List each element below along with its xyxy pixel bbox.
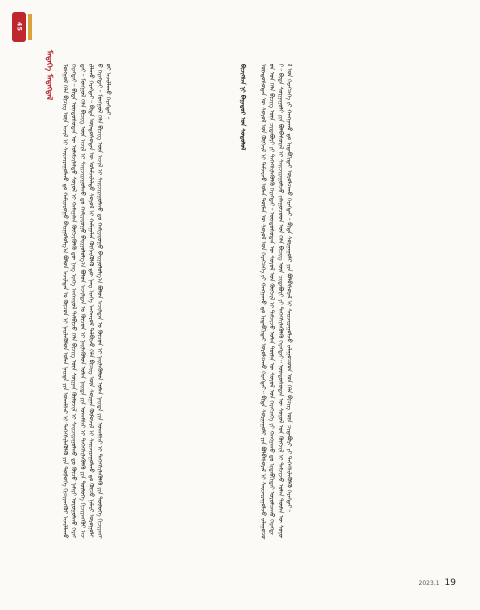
page-number: 19 — [444, 578, 456, 588]
emblem-number: 45 — [15, 22, 23, 32]
article-column-right: ᠦᠨᠳᠦᠰᠦᠲᠡᠨ ᠦ ᠰᠣᠶᠣᠯ ᠤᠨ ᠬᠥᠭᠵᠢᠯ ᠢ ᠳᠡᠮᠵᠢᠵᠦ ᠣᠯᠠᠨ ᠲᠦᠮᠡᠨ ᠦ ᠰᠣᠶᠣᠯ ᠤᠨ ᠬᠡᠷᠡᠭᠴᠡᠭᠡ ᠶᠢ ᠬᠠᠩᠭᠠᠬᠤ ᠳᠤ ᠢᠳᠡᠪᠬᠢᠲᠡᠢ ᠣᠷᠣᠯᠴᠠᠬᠤ ᠬᠡᠷᠡᠭᠲᠡᠢ᠃ ᠪᠢᠳᠡ ᠰᠤᠷᠭᠠᠭᠤᠯᠢ ᠶᠢᠨ ᠪᠣᠯᠪᠠᠰᠤᠷᠠᠯ ᠢ ᠰᠠᠢᠵᠢᠷᠠᠭᠤᠯᠵᠤ ᠵᠠᠯᠠᠭᠤᠴᠤᠳ ᠤᠨ ᠬᠡᠯᠡ ᠪᠢᠴᠢᠭ ᠦᠨ ᠴᠢᠳᠠᠪᠤᠷᠢ ᠶᠢ ᠳᠡᠭᠡᠭᠰᠢᠯᠡᠭᠦᠯᠬᠦ ᠬᠡᠷᠡᠭᠲᠡᠢ᠃ ᠦᠨᠳᠦᠰᠦᠲᠡᠨ ᠦ ᠰᠣᠶᠣᠯ ᠤᠨ ᠬᠥᠭᠵᠢᠯ ᠢ ᠳᠡᠮᠵᠢᠵᠦ ᠣᠯᠠᠨ ᠲᠦᠮᠡᠨ ᠦ ᠰᠣᠶᠣᠯ ᠤᠨ ᠬᠡᠷᠡᠭᠴᠡᠭᠡ ᠶᠢ ᠬᠠᠩᠭᠠᠬᠤ ᠳᠤ ᠢᠳᠡᠪᠬᠢᠲᠡᠢ ᠣᠷᠣᠯᠴᠠᠬᠤ ᠬᠡᠷᠡᠭᠲᠡᠢ᠃ ᠪᠢᠳᠡ ᠰᠤᠷᠭᠠᠭᠤᠯᠢ ᠶᠢᠨ ᠪᠣᠯᠪᠠᠰᠤᠷᠠᠯ ᠢ ᠰᠠᠢᠵᠢᠷᠠᠭᠤᠯᠵᠤ ᠵᠠᠯᠠᠭᠤᠴᠤᠳ ᠤᠨ ᠬᠡᠯᠡ ᠪᠢᠴᠢᠭ ᠦᠨ ᠴᠢᠳᠠᠪᠤᠷᠢ ᠶᠢ ᠳᠡᠭᠡᠭᠰᠢᠯᠡᠭᠦᠯᠬᠦ ᠬᠡᠷᠡᠭᠲᠡᠢ᠃ ᠦᠨᠳᠦᠰᠦᠲᠡᠨ ᠦ ᠰᠣᠶᠣᠯ ᠤᠨ ᠬᠥᠭᠵᠢᠯ ᠢ ᠳᠡᠮᠵᠢᠵᠦ ᠣᠯᠠᠨ ᠲᠦᠮᠡᠨ ᠦ ᠰᠣᠶᠣᠯ ᠤᠨ ᠬᠡᠷᠡᠭᠴᠡᠭᠡ ᠶᠢ ᠬᠠᠩᠭᠠᠬᠤ ᠳᠤ ᠢᠳᠡᠪᠬᠢᠲᠡᠢ ᠣᠷᠣᠯᠴᠠᠬᠤ ᠬᠡᠷᠡᠭᠲᠡᠢ᠃ ᠪᠢᠳᠡ ᠰᠤᠷᠭᠠᠭᠤᠯᠢ ᠶᠢᠨ ᠪᠣᠯᠪᠠᠰᠤᠷᠠᠯ ᠢ ᠰᠠᠢᠵᠢᠷᠠᠭᠤᠯᠵᠤ ᠵᠠᠯᠠᠭᠤᠴᠤᠳ ᠤᠨ ᠬᠡᠯᠡ ᠪᠢᠴᠢᠭ ᠦᠨ ᠴᠢᠳᠠᠪᠤᠷᠢ ᠶᠢ ᠳᠡᠭᠡᠭᠰᠢᠯᠡᠭᠦᠯᠬᠦ ᠬᠡᠷᠡᠭᠲᠡᠢ᠃ — [259, 64, 293, 540]
article-column-left: ᠮᠣᠩᠭᠣᠯ ᠬᠡᠯᠡ ᠪᠢᠴᠢᠭ ᠦᠨ ᠠᠵᠢᠯ ᠢ ᠰᠠᠢᠵᠢᠷᠠᠭᠤᠯᠬᠤ ᠳᠤ ᠬᠠᠮᠢᠶᠠᠷᠤᠭᠤ ᠪᠠᠢᠭᠤᠯᠤᠯᠭ᠎ᠠ ᠪᠣᠯᠤᠨ ᠠᠵᠢᠯᠲᠠᠨ ᠤ ᠬᠦᠴᠦᠨ ᠢ ᠨᠡᠢᠯᠡᠭᠦᠯᠦᠨ ᠣᠯᠠᠨ ᠨᠡᠢᠲᠡ ᠶᠢᠨ ᠤᠬᠠᠮᠰᠠᠷ ᠢ ᠳᠡᠭᠡᠭᠰᠢᠯᠡᠭᠦᠯᠬᠦ ᠶᠢᠨ ᠲᠥᠯᠦᠭᠡ ᠬᠢᠴᠢᠶᠡᠩᠭᠦᠢ ᠠᠵᠢᠯᠯᠠᠬᠤ ᠬᠡᠷᠡᠭᠲᠡᠢ᠃ ᠪᠢᠳᠡ ᠦᠨᠳᠦᠰᠦᠲᠡᠨ ᠦ ᠤᠯᠠᠮᠵᠢᠯᠠᠯᠲᠤ ᠰᠣᠶᠣᠯ ᠢ ᠬᠠᠮᠠᠭᠠᠯᠠᠨ ᠬᠥᠭᠵᠢᠭᠦᠯᠬᠦ ᠳᠦ ᠨᠡᠩ ᠢᠡᠬᠡ ᠠᠩᠬᠠᠷᠤᠯ ᠲᠠᠯᠪᠢᠵᠤ ᠬᠡᠯᠡ ᠪᠢᠴᠢᠭ ᠦᠨ ᠰᠤᠷᠭᠠᠨ ᠬᠦᠮᠦᠵᠢᠯ ᠢ ᠰᠠᠢᠵᠢᠷᠠᠭᠤᠯᠬᠤ ᠳᠤ ᠬᠦᠴᠦ ᠨᠡᠮᠡᠷᠢ ᠣᠷᠣᠭᠤᠯᠬᠤ ᠬᠡᠷᠡᠭᠲᠡᠢ᠃ ᠮᠣᠩᠭᠣᠯ ᠬᠡᠯᠡ ᠪᠢᠴᠢᠭ ᠦᠨ ᠠᠵᠢᠯ ᠢ ᠰᠠᠢᠵᠢᠷᠠᠭᠤᠯᠬᠤ ᠳᠤ ᠬᠠᠮᠢᠶᠠᠷᠤᠭᠤ ᠪᠠᠢᠭᠤᠯᠤᠯᠭ᠎ᠠ ᠪᠣᠯᠤᠨ ᠠᠵᠢᠯᠲᠠᠨ ᠤ ᠬᠦᠴᠦᠨ ᠢ ᠨᠡᠢᠯᠡᠭᠦᠯᠦᠨ ᠣᠯᠠᠨ ᠨᠡᠢᠲᠡ ᠶᠢᠨ ᠤᠬᠠᠮᠰᠠᠷ ᠢ ᠳᠡᠭᠡᠭᠰᠢᠯᠡᠭᠦᠯᠬᠦ ᠶᠢᠨ ᠲᠥᠯᠦᠭᠡ ᠬᠢᠴᠢᠶᠡᠩᠭᠦᠢ ᠠᠵᠢᠯᠯᠠᠬᠤ ᠬᠡᠷᠡᠭᠲᠡᠢ᠃ ᠪᠢᠳᠡ ᠦᠨᠳᠦᠰᠦᠲᠡᠨ ᠦ ᠤᠯᠠᠮᠵᠢᠯᠠᠯᠲᠤ ᠰᠣᠶᠣᠯ ᠢ ᠬᠠᠮᠠᠭᠠᠯᠠᠨ ᠬᠥᠭᠵᠢᠭᠦᠯᠬᠦ ᠳᠦ ᠨᠡᠩ ᠢᠡᠬᠡ ᠠᠩᠬᠠᠷᠤᠯ ᠲᠠᠯᠪᠢᠵᠤ ᠬᠡᠯᠡ ᠪᠢᠴᠢᠭ ᠦᠨ ᠰᠤᠷᠭᠠᠨ ᠬᠦᠮᠦᠵᠢᠯ ᠢ ᠰᠠᠢᠵᠢᠷᠠᠭᠤᠯᠬᠤ ᠳᠤ ᠬᠦᠴᠦ ᠨᠡᠮᠡᠷᠢ ᠣᠷᠣᠭᠤᠯᠬᠤ ᠬᠡᠷᠡᠭᠲᠡᠢ᠃ ᠮᠣᠩᠭᠣᠯ ᠬᠡᠯᠡ ᠪᠢᠴᠢᠭ ᠦᠨ ᠠᠵᠢᠯ ᠢ ᠰᠠᠢᠵᠢᠷᠠᠭᠤᠯᠬᠤ ᠳᠤ ᠬᠠᠮᠢᠶᠠᠷᠤᠭᠤ ᠪᠠᠢᠭᠤᠯᠤᠯᠭ᠎ᠠ ᠪᠣᠯᠤᠨ ᠠᠵᠢᠯᠲᠠᠨ ᠤ ᠬᠦᠴᠦᠨ ᠢ ᠨᠡᠢᠯᠡᠭᠦᠯᠦᠨ ᠣᠯᠠᠨ ᠨᠡᠢᠲᠡ ᠶᠢᠨ ᠤᠬᠠᠮᠰᠠᠷ ᠢ ᠳᠡᠭᠡᠭᠰᠢᠯᠡᠭᠦᠯᠬᠦ ᠶᠢᠨ ᠲᠥᠯᠦᠭᠡ ᠬᠢᠴᠢᠶᠡᠩᠭᠦᠢ ᠠᠵᠢᠯᠯᠠᠬᠤ ᠬᠡᠷᠡᠭᠲᠡᠢ᠃ — [61, 64, 112, 539]
page-footer — [419, 578, 456, 588]
section-label: ᠮᠡᠳᠡᠭᠡ ᠮᠡᠳᠡᠭᠳᠡᠯ — [45, 50, 55, 101]
magazine-emblem-icon — [12, 12, 26, 42]
article-subheading: ᠪᠢᠴᠢᠭᠰᠡᠨ ᠨᠢ ᠪᠠᠭᠠᠲᠤᠷ ᠤᠨ ᠰᠤᠳᠤᠯᠤᠯ — [239, 64, 246, 151]
emblem-accent-bar — [28, 14, 32, 40]
issue-date: 2023.1 — [418, 580, 440, 587]
